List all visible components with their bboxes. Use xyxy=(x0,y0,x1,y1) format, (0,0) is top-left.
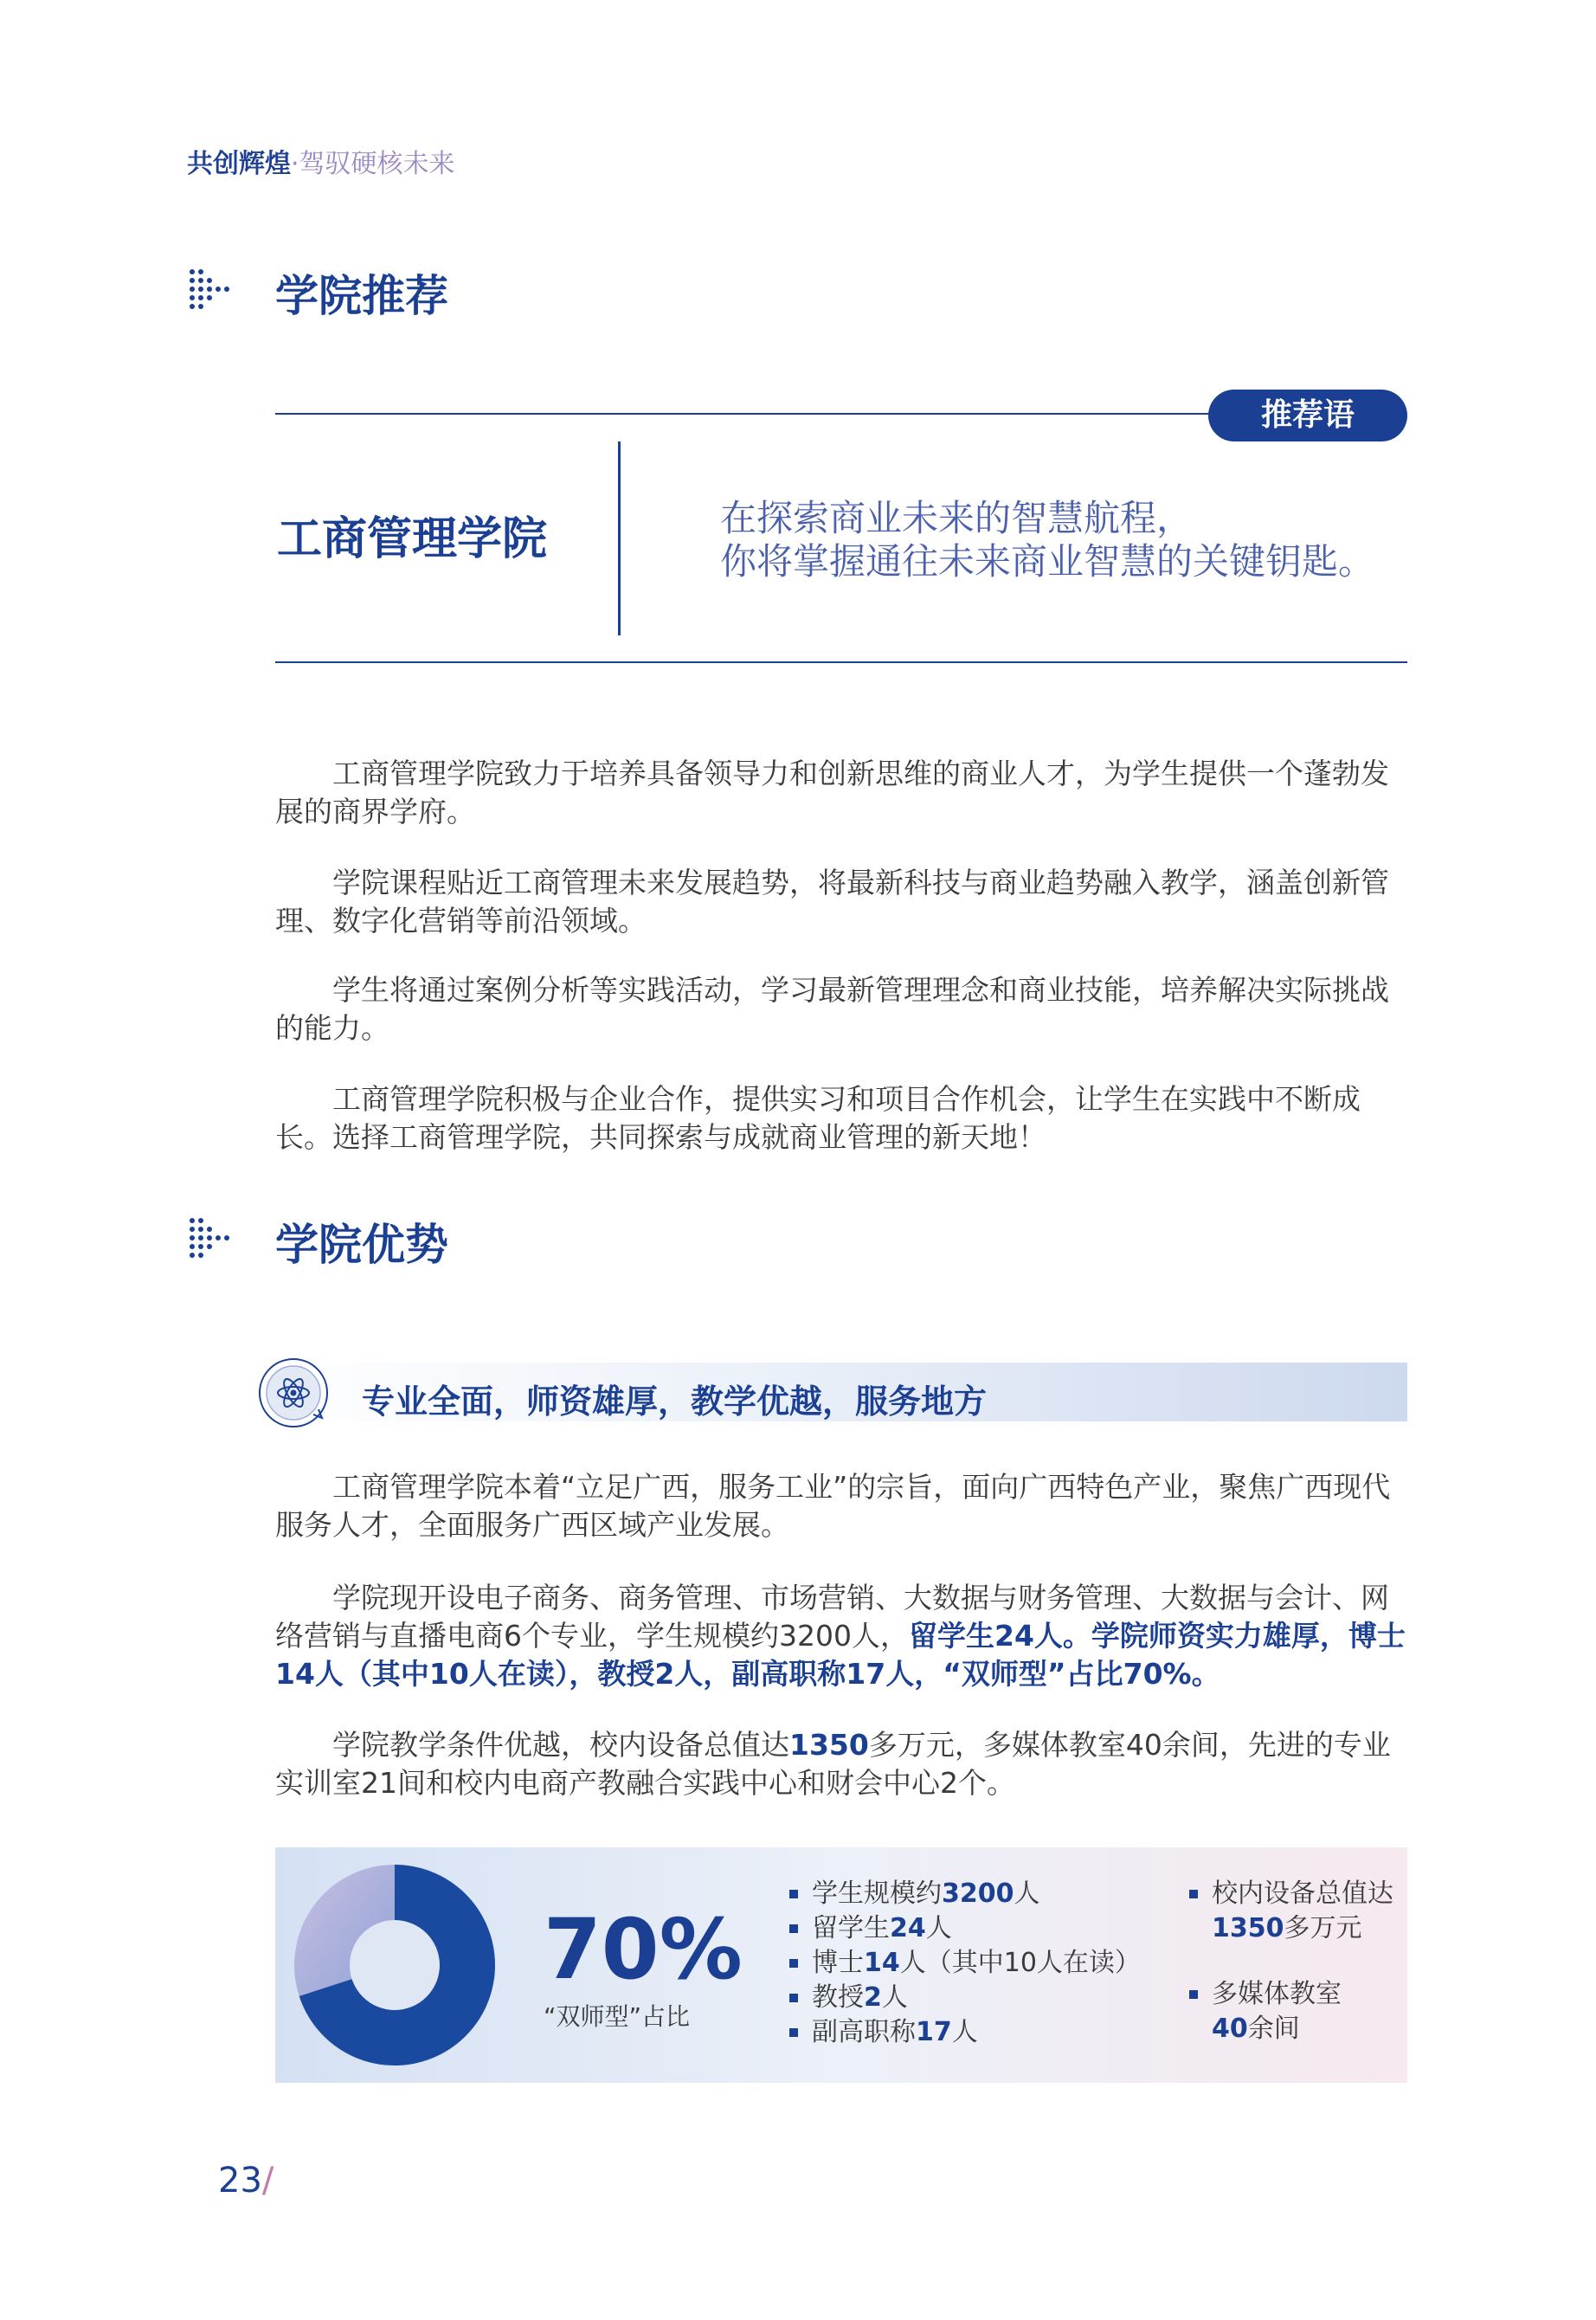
slogan-line-1: 在探索商业未来的智慧航程， xyxy=(720,497,1194,539)
ratio-donut-chart xyxy=(293,1863,497,2067)
stat-item: 校内设备总值达 1350多万元 xyxy=(1189,1877,1393,1946)
college-name: 工商管理学院 xyxy=(277,513,548,565)
slogan-line-2: 你将掌握通往未来商业智慧的关键钥匙。 xyxy=(720,540,1375,583)
stat-item: 副高职称17人 xyxy=(789,2015,1141,2050)
intro-paragraph-4: 工商管理学院积极与企业合作，提供实习和项目合作机会，让学生在实践中不断成长。选择工商管理学院，共同探索与成就商业管理的新天地！ xyxy=(275,1082,1361,1154)
advantage-paragraph-2: 学院现开设电子商务、商务管理、市场营销、大数据与财务管理、大数据与会计、网络营销与直播电商6个专业，学生规模约3200人，留学生24人。学院师资实力雄厚，博士14人（其中10人在读），教授2人，副高职称17人，“双师型”占比70%。 xyxy=(275,1581,1406,1691)
header-brand: 共创辉煌 xyxy=(187,149,291,179)
section-title-recommend: 学院推荐 xyxy=(275,271,448,321)
stat-item: 多媒体教室 40余间 xyxy=(1189,1977,1393,2046)
stat-item: 教授2人 xyxy=(789,1981,1141,2015)
dots-arrow-icon xyxy=(187,267,232,315)
intro-paragraph-2: 学院课程贴近工商管理未来发展趋势，将最新科技与商业趋势融入教学，涵盖创新管理、数字化营销等前沿领域。 xyxy=(275,866,1389,938)
ratio-value: 70% xyxy=(544,1901,743,1998)
divider-top xyxy=(275,413,1210,415)
advantage-banner-text: 专业全面，师资雄厚，教学优越，服务地方 xyxy=(362,1382,988,1421)
advantage-paragraph-3: 学院教学条件优越，校内设备总值达1350多万元，多媒体教室40余间，先进的专业实训室21间和校内电商产教融合实践中心和财会中心2个。 xyxy=(275,1728,1391,1800)
intro-paragraph-1: 工商管理学院致力于培养具备领导力和创新思维的商业人才，为学生提供一个蓬勃发展的商界学府。 xyxy=(275,757,1389,828)
advantage-paragraph-1: 工商管理学院本着“立足广西，服务工业”的宗旨，面向广西特色产业，聚焦广西现代服务人才，全面服务广西区域产业发展。 xyxy=(275,1470,1391,1542)
header-tag xyxy=(187,142,455,180)
ratio-label: “双师型”占比 xyxy=(544,2002,691,2031)
donut-hole xyxy=(350,1920,440,2010)
intro-paragraph-3: 学生将通过案例分析等实践活动，学习最新管理理念和商业技能，培养解决实际挑战的能力。 xyxy=(275,973,1389,1045)
recommend-pill: 推荐语 xyxy=(1208,390,1407,441)
header-separator: · xyxy=(291,149,299,179)
vertical-divider xyxy=(618,441,621,635)
header-tagline: 驾驭硬核未来 xyxy=(299,149,455,179)
equipment-value: 1350 xyxy=(789,1728,869,1762)
stat-item: 留学生24人 xyxy=(789,1911,1141,1946)
atom-icon xyxy=(258,1357,329,1428)
stats-list-left xyxy=(789,1877,1141,2050)
stat-item: 博士14人（其中10人在读） xyxy=(789,1946,1141,1981)
section-title-advantage: 学院优势 xyxy=(275,1220,448,1270)
dots-arrow-icon xyxy=(187,1215,232,1264)
advantage-highlight: 留学生24人。学院师资实力雄厚，博士14人（其中10人在读），教授2人，副高职称17人，“双师型”占比70%。 xyxy=(275,1619,1406,1691)
divider-bottom xyxy=(275,661,1407,663)
stats-list-right xyxy=(1189,1877,1393,2046)
page-number: 23/ xyxy=(218,2161,274,2201)
stat-item: 学生规模约3200人 xyxy=(789,1877,1141,1911)
